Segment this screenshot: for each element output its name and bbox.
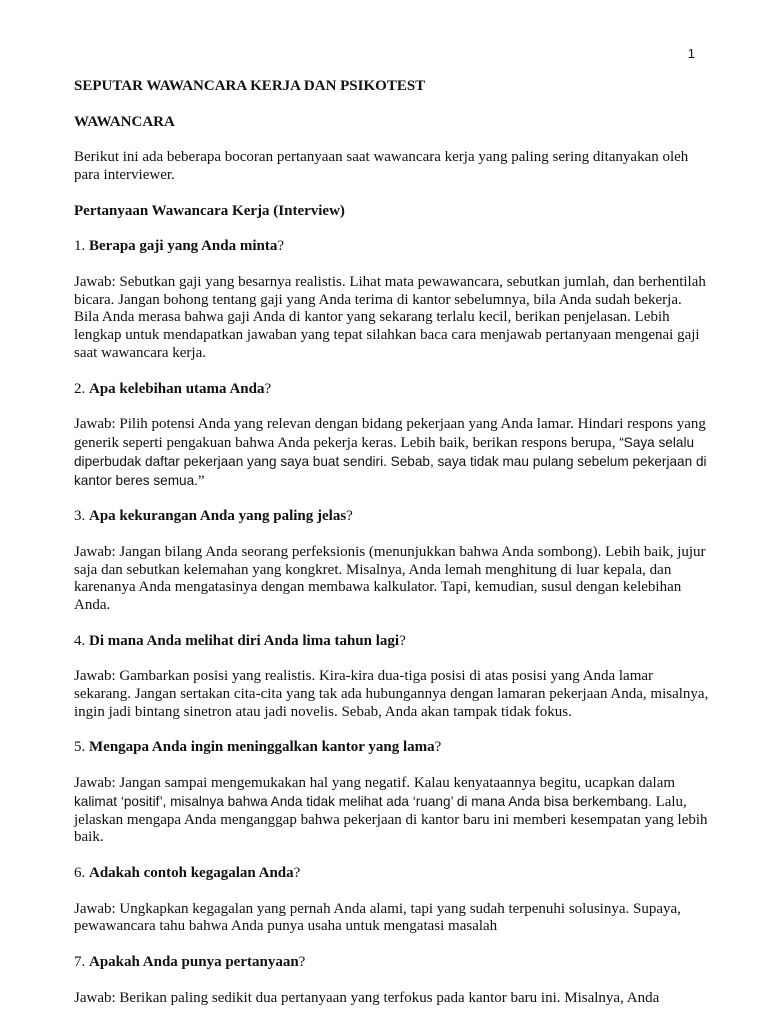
question-5 (74, 739, 710, 757)
intro-paragraph: Berikut ini ada beberapa bocoran pertanyaan saat wawancara kerja yang paling sering ditanyakan oleh para interviewer. (74, 149, 689, 183)
answer-1: Jawab: Sebutkan gaji yang besarnya realistis. Lihat mata pewawancara, sebutkan jumlah, dan berhentilah bicara. Jangan bohong tentang gaji yang Anda terima di kantor sebelumnya, bila Anda sudah bekerja. Bila Anda merasa bahwa gaji Anda di kantor yang sekarang terlalu kecil, berikan penjelasan. Lebih lengkap untuk mendapatkan jawaban yang tepat silahkan baca cara menjawab pertanyaan mengenai gaji saat wawancara kerja. (74, 273, 706, 361)
question-number: 7. (74, 954, 89, 971)
question-number: 4. (74, 632, 89, 649)
question-text: Berapa gaji yang Anda minta (89, 238, 278, 255)
question-mark: ? (264, 380, 272, 397)
answer-6: Jawab: Ungkapkan kegagalan yang pernah Anda alami, tapi yang sudah terpenuhi solusinya. Supaya, pewawancara tahu bahwa Anda punya usaha untuk mengatasi masalah (74, 900, 681, 935)
answer-quote: “Saya selalu diperbudak daftar pekerjaan yang saya buat sendiri. Sebab, saya tidak mau pulang sebelum pekerjaan di kantor beres semua. (74, 434, 707, 488)
question-number: 3. (74, 508, 89, 525)
question-3 (74, 508, 710, 526)
question-2 (74, 381, 710, 399)
section-title: Pertanyaan Wawancara Kerja (Interview) (74, 202, 345, 219)
question-text: Apakah Anda punya pertanyaan (89, 954, 299, 971)
answer-text: Jawab: Pilih potensi Anda yang relevan dengan bidang pekerjaan yang Anda lamar. Hindari respons yang generik seperti pengakuan bahwa Anda pekerja keras. Lebih baik, berikan respons berupa, (74, 416, 706, 451)
answer-end: Lalu, jelaskan mengapa Anda menganggap bahwa pekerjaan di kantor baru ini memberi kesempatan yang lebih baik. (74, 793, 708, 846)
question-text: Mengapa Anda ingin meninggalkan kantor yang lama (89, 739, 435, 756)
question-text: Adakah contoh kegagalan Anda (89, 865, 294, 882)
question-4 (74, 633, 710, 651)
document-subtitle: WAWANCARA (74, 113, 175, 130)
question-6 (74, 865, 710, 883)
answer-3: Jawab: Jangan bilang Anda seorang perfeksionis (menunjukkan bahwa Anda sombong). Lebih baik, jujur saja dan sebutkan kelemahan yang kongkret. Misalnya, Anda lemah menghitung di luar kepala, dan karenanya Anda mengatasinya dengan membawa kalkulator. Tapi, kemudian, susul dengan kelebihan Anda. (74, 543, 706, 614)
document-body (74, 78, 710, 1024)
question-7 (74, 954, 710, 972)
question-number: 1. (74, 238, 89, 255)
question-mark: ? (298, 954, 306, 971)
question-mark: ? (346, 508, 353, 525)
answer-5 (74, 775, 710, 847)
answer-text: Jawab: Jangan sampai mengemukakan hal yang negatif. Kalau kenyataannya begitu, ucapkan dalam (74, 775, 676, 792)
question-mark: ? (293, 865, 301, 882)
answer-quote: kalimat ‘positif’, misalnya bahwa Anda tidak melihat ada ‘ruang’ di mana Anda bisa berkembang. (74, 793, 652, 809)
question-mark: ? (399, 632, 406, 649)
page-number: 1 (687, 46, 695, 61)
question-number: 2. (74, 380, 89, 397)
question-text: Apa kekurangan Anda yang paling jelas (89, 508, 347, 525)
answer-2 (74, 416, 710, 490)
question-number: 6. (74, 865, 89, 882)
answer-4: Jawab: Gambarkan posisi yang realistis. Kira-kira dua-tiga posisi di atas posisi yang Anda lamar sekarang. Jangan sertakan cita-cita yang tak ada hubungannya dengan lamaran pekerjaan Anda, misalnya, ingin jadi bintang sinetron atau jadi novelis. Sebab, Anda akan tampak tidak fokus. (74, 668, 709, 720)
question-number: 5. (74, 739, 89, 756)
document-title: SEPUTAR WAWANCARA KERJA DAN PSIKOTEST (74, 78, 426, 94)
question-1 (74, 238, 710, 256)
answer-end: ” (197, 472, 205, 489)
answer-7: Jawab: Berikan paling sedikit dua pertanyaan yang terfokus pada kantor baru ini. Misalnya, Anda (74, 989, 660, 1006)
question-mark: ? (277, 238, 285, 255)
question-text: Di mana Anda melihat diri Anda lima tahun lagi (89, 632, 400, 649)
question-mark: ? (434, 739, 442, 756)
question-text: Apa kelebihan utama Anda (89, 380, 265, 397)
